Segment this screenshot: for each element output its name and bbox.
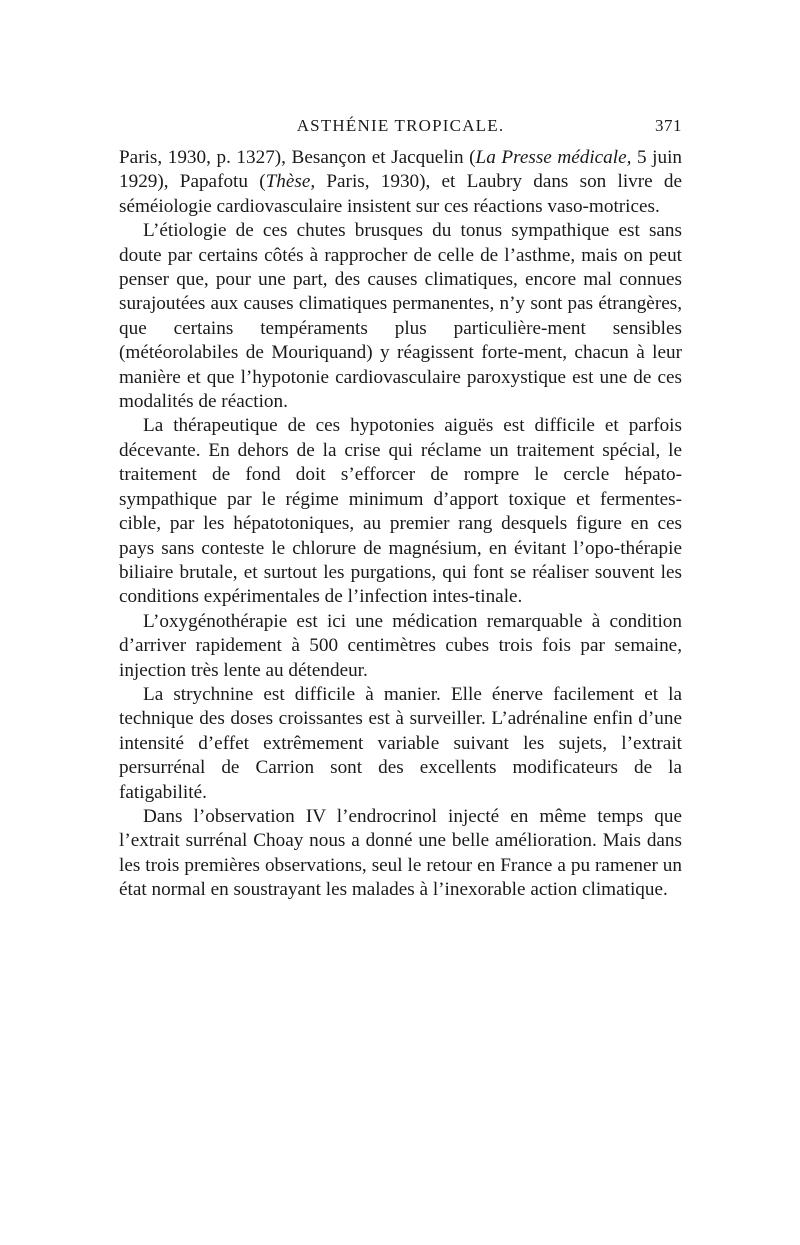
paragraph-etiology [119, 219, 682, 414]
text-segment: L’étiologie de ces chutes brusques du tonus sympathique est sans doute par certains côtés à rapprocher de celle de l’asthme, mais on peut penser que, pour une part, des causes climatiques, encore mal connues surajoutées aux causes climatiques permanentes, n’y sont pas étrangères, que certains tempéraments plus particulière-ment sensibles (météorolabiles de Mouriquand) y réagissent forte-ment, chacun à leur manière et que l’hypotonie cardiovasculaire paroxystique est une de ces modalités de réaction. [119, 220, 682, 413]
text-segment: Paris, 1930, p. 1327), Besançon et Jacquelin ( [119, 147, 476, 168]
text-segment: Paris, 1930), et Laubry dans son livre de séméiologie cardiovasculaire insistent sur ces réactions vaso-motrices. [119, 171, 682, 217]
text-segment: Dans l’observation IV l’endrocrinol injecté en même temps que l’extrait surrénal Choay nous a donné une belle amélioration. Mais dans les trois premières observations, seul le retour en France a pu ramener un état normal en soustrayant les malades à l’inexorable action climatique. [119, 805, 682, 901]
paragraph-strychnine [119, 683, 682, 805]
thesis-label: Thèse, [265, 171, 316, 193]
paragraph-therapy [119, 414, 682, 609]
page-header [119, 116, 682, 146]
book-page [119, 116, 682, 903]
running-title: ASTHÉNIE TROPICALE. [296, 116, 505, 135]
journal-title: La Presse médicale, [475, 147, 632, 168]
paragraph-oxygen [119, 610, 682, 683]
text-segment: L’oxygénothérapie est ici une médication remarquable à condition d’arriver rapidement à 500 centimètres cubes trois fois par semaine, injection très lente au détendeur. [119, 610, 682, 681]
text-segment: 5 juin 1929), Papafotu ( [119, 147, 682, 193]
paragraph-continuation [119, 146, 682, 219]
text-segment: La strychnine est difficile à manier. Elle énerve facilement et la technique des doses croissantes est à surveiller. L’adrénaline enfin d’une intensité d’effet extrêmement variable suivant les sujets, l’extrait persurrénal de Carrion sont des excellents modificateurs de la fatigabilité. [119, 683, 682, 803]
page-body [119, 146, 682, 903]
text-segment: La thérapeutique de ces hypotonies aiguës est difficile et parfois décevante. En dehors de la crise qui réclame un traitement spécial, le traitement de fond doit s’efforcer de rompre le cercle hépato-sympathique par le régime minimum d’apport toxique et fermentes-cible, par les hépatotoniques, au premier rang desquels figure en ces pays sans conteste le chlorure de magnésium, en évitant l’opo-thérapie biliaire brutale, et surtout les purgations, qui font se réaliser souvent les conditions expérimentales de l’infection intes-tinale. [119, 415, 682, 608]
paragraph-observation [119, 805, 682, 903]
page-number: 371 [655, 116, 682, 135]
